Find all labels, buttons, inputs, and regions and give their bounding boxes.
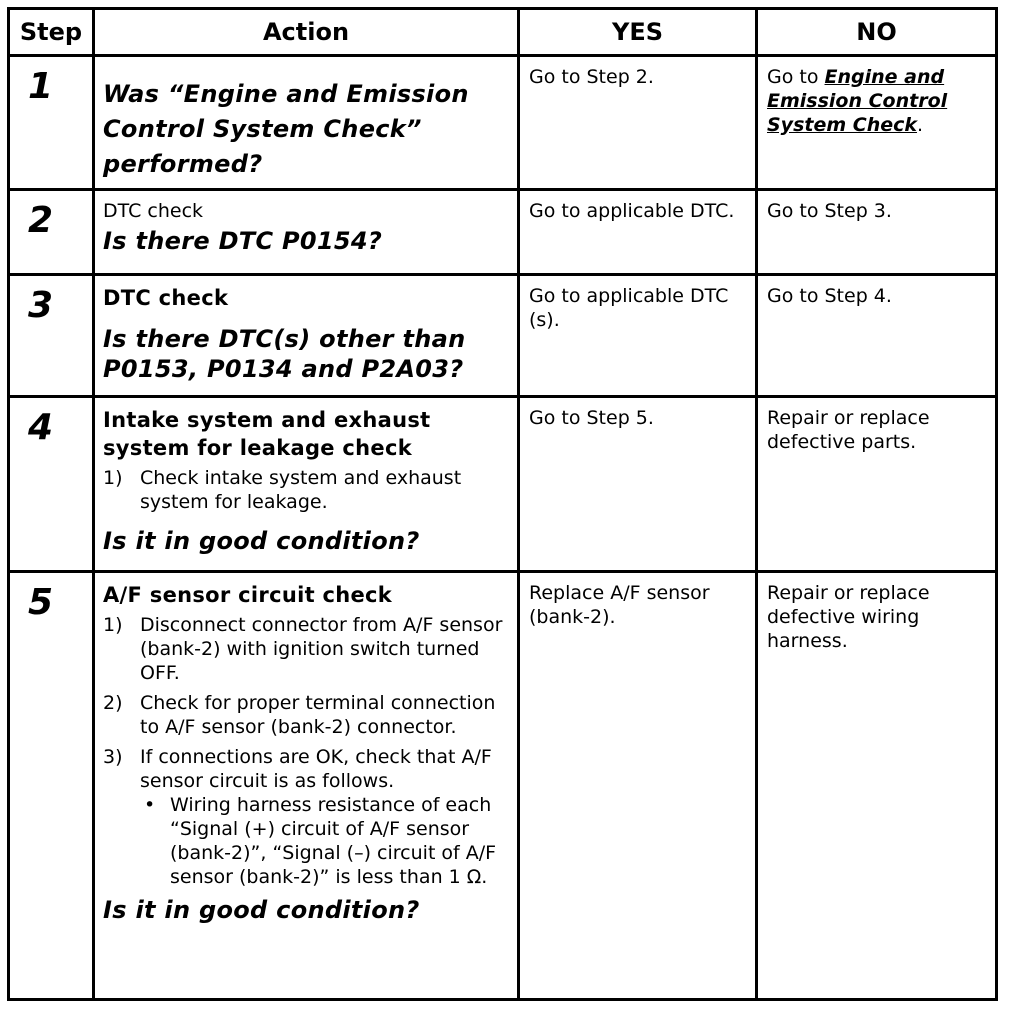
list-item: 3) If connections are OK, check that A/F sensor circuit is as follows. • Wiring harness resistance of each “Signal (+) circuit of A/F sensor (bank-2)”, “Signal (–) circuit of A/F sensor (bank-2)” is less than 1 Ω. bbox=[103, 745, 509, 889]
procedure-list bbox=[103, 613, 509, 889]
no-answer: Go to Step 4. bbox=[767, 285, 892, 307]
no-answer-suffix: . bbox=[917, 114, 924, 136]
step-heading: Intake system and exhaust system for leakage check bbox=[103, 408, 431, 460]
yes-answer: Go to Step 2. bbox=[529, 66, 654, 88]
step-number: 4 bbox=[28, 407, 54, 448]
diagnostic-table bbox=[7, 7, 998, 1001]
bullet-dot: • bbox=[144, 794, 156, 816]
step-number: 1 bbox=[28, 66, 54, 107]
list-item: 1) Disconnect connector from A/F sensor (bank-2) with ignition switch turned OFF. bbox=[103, 614, 503, 684]
table-row-step-3 bbox=[9, 275, 997, 397]
step-question: Is there DTC P0154? bbox=[103, 227, 383, 255]
step-heading: A/F sensor circuit check bbox=[103, 583, 393, 607]
yes-answer: Replace A/F sensor (bank-2). bbox=[529, 582, 710, 628]
table-row-step-4 bbox=[9, 397, 997, 572]
header-action: Action bbox=[94, 9, 519, 56]
list-item: 2) Check for proper terminal connection to A/F sensor (bank-2) connector. bbox=[103, 692, 496, 738]
step-question: Was “Engine and Emission Control System Check” performed? bbox=[103, 80, 469, 178]
no-answer: Go to Step 3. bbox=[767, 200, 892, 222]
header-step: Step bbox=[9, 9, 94, 56]
step-number: 2 bbox=[28, 200, 54, 241]
table-row-step-2 bbox=[9, 190, 997, 275]
step-question: Is it in good condition? bbox=[103, 896, 420, 924]
header-no: NO bbox=[757, 9, 997, 56]
no-answer: Repair or replace defective parts. bbox=[767, 407, 930, 453]
header-yes: YES bbox=[519, 9, 757, 56]
procedure-list bbox=[103, 466, 509, 514]
table-header-row bbox=[9, 9, 997, 56]
bullet-item: • Wiring harness resistance of each “Signal (+) circuit of A/F sensor (bank-2)”, “Signal (–) circuit of A/F sensor (bank-2)” is less than 1 Ω. bbox=[140, 793, 509, 889]
no-answer bbox=[758, 57, 995, 141]
engine-emission-check-link[interactable]: Engine and Emission Control System Check bbox=[767, 66, 948, 136]
step-question: Is it in good condition? bbox=[103, 527, 420, 555]
step-question: Is there DTC(s) other than P0153, P0134 and P2A03? bbox=[103, 325, 466, 383]
yes-answer: Go to applicable DTC (s). bbox=[529, 285, 729, 331]
yes-answer: Go to Step 5. bbox=[529, 407, 654, 429]
yes-answer: Go to applicable DTC. bbox=[529, 200, 735, 222]
list-item: 1) Check intake system and exhaust system for leakage. bbox=[103, 467, 462, 513]
step-number: 5 bbox=[28, 582, 54, 623]
step-heading: DTC check bbox=[103, 286, 229, 310]
no-answer-prefix: Go to bbox=[767, 66, 825, 88]
no-answer: Repair or replace defective wiring harness. bbox=[767, 582, 930, 652]
step-number: 3 bbox=[28, 285, 54, 326]
step-heading: DTC check bbox=[103, 200, 204, 222]
table-row-step-1 bbox=[9, 56, 997, 190]
table-row-step-5 bbox=[9, 572, 997, 1000]
